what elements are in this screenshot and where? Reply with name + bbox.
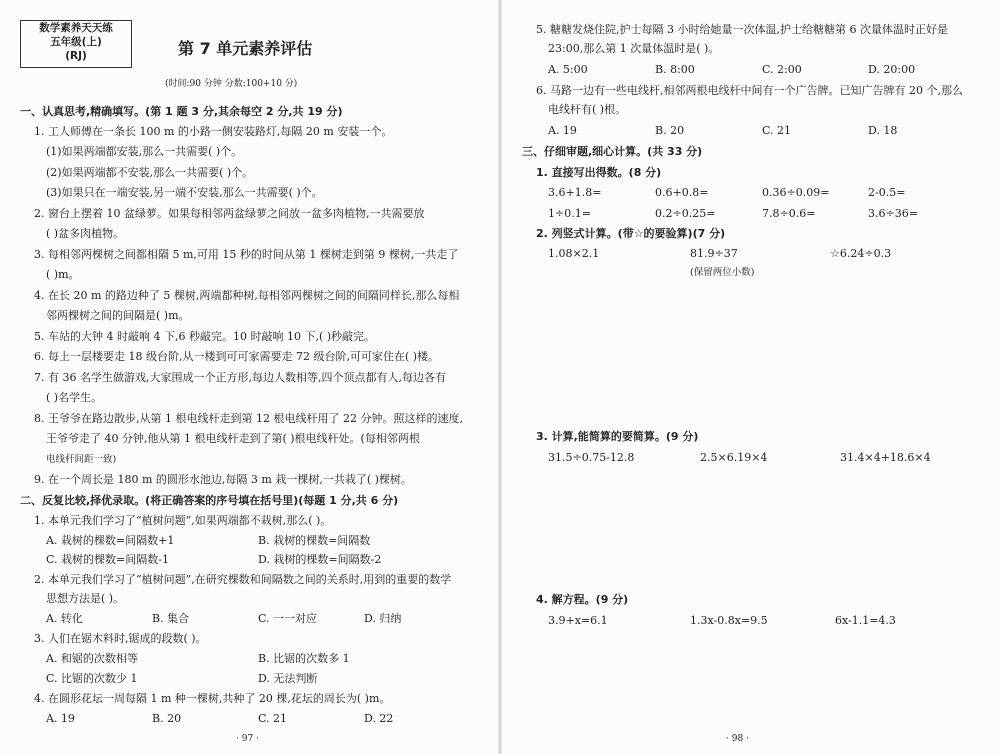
oral-item: 0.6+0.8=: [655, 186, 709, 199]
page-title: 第 7 单元素养评估: [178, 39, 313, 58]
time-score-info: (时间:90 分钟 分数:100+10 分): [165, 79, 298, 89]
section-2-heading: 二、反复比较,择优录取。(将正确答案的序号填在括号里)(每题 1 分,共 6 分): [20, 494, 399, 507]
q2-4-option: B. 20: [152, 712, 182, 725]
vertical-item: 1.08×2.1: [548, 247, 600, 260]
q2-6-option: B. 20: [655, 124, 685, 137]
q2-2-option: A. 转化: [46, 612, 83, 625]
q1-6-stem: 6. 每上一层楼要走 18 级台阶,从一楼到可可家需要走 72 级台阶,可可家住在( )楼。: [34, 350, 440, 363]
q2-2-option: B. 集合: [152, 612, 190, 625]
oral-item: 7.8÷0.6=: [762, 207, 816, 220]
q2-4-option: C. 21: [258, 712, 288, 725]
q2-6-stem: 6. 马路一边有一些电线杆,相邻两根电线杆中间有一个广告牌。已知广告牌有 20 个,那么: [536, 84, 963, 97]
q2-4-stem: 4. 在圆形花坛一周每隔 1 m 种一棵树,共种了 20 棵,花坛的周长为( )m。: [34, 692, 391, 705]
q3-1-heading: 1. 直接写出得数。(8 分): [536, 166, 662, 179]
q2-5-option: D. 20:00: [868, 63, 916, 76]
q1-8-stem: 8. 王爷爷在路边散步,从第 1 根电线杆走到第 12 根电线杆用了 22 分钟。照这样的速度,: [34, 412, 463, 425]
rounding-note: (保留两位小数): [690, 267, 755, 278]
vertical-item: ☆6.24÷0.3: [830, 247, 892, 260]
q2-3-option: B. 比锯的次数多 1: [258, 652, 350, 665]
q1-9-stem: 9. 在一个周长是 180 m 的圆形水池边,每隔 3 m 栽一棵树,一共栽了( )棵树。: [34, 473, 412, 486]
q1-1-part3: (3)如果只在一端安装,另一端不安装,那么一共需要( )个。: [46, 186, 323, 199]
right-page: [500, 0, 1000, 754]
q2-3-option: D. 无法判断: [258, 672, 318, 685]
oral-item: 3.6÷36=: [868, 207, 918, 220]
q2-1-option: D. 栽树的棵数=间隔数-2: [258, 553, 382, 566]
q2-1-option: C. 栽树的棵数=间隔数-1: [46, 553, 169, 566]
oral-item: 0.2÷0.25=: [655, 207, 716, 220]
q2-2-option: D. 归纳: [364, 612, 402, 625]
q2-3-option: A. 和锯的次数相等: [46, 652, 138, 665]
q2-5-option: A. 5:00: [548, 63, 588, 76]
q1-8-note: 电线杆间距一致): [46, 454, 117, 465]
equation-item: 3.9+x=6.1: [548, 614, 608, 627]
q2-5-cont: 23:00,那么第 1 次量体温时是( )。: [548, 42, 720, 55]
q2-6-option: D. 18: [868, 124, 898, 137]
simplify-item: 2.5×6.19×4: [700, 451, 768, 464]
q2-5-option: C. 2:00: [762, 63, 802, 76]
q2-6-cont: 电线杆有( )根。: [548, 103, 627, 116]
equation-item: 1.3x-0.8x=9.5: [690, 614, 768, 627]
simplify-item: 31.5÷0.75-12.8: [548, 451, 635, 464]
q1-3-stem: 3. 每相邻两棵树之间都相隔 5 m,可用 15 秒的时间从第 1 棵树走到第 9 棵树,一共走了: [34, 248, 459, 261]
badge-edition: (RJ): [65, 50, 87, 62]
q1-1-part2: (2)如果两端都不安装,那么一共需要( )个。: [46, 166, 254, 179]
section-1-heading: 一、认真思考,精确填写。(第 1 题 3 分,其余每空 2 分,共 19 分): [20, 105, 343, 118]
page-number: · 98 ·: [726, 734, 749, 744]
q1-2-cont: ( )盆多肉植物。: [46, 227, 125, 240]
q3-3-heading: 3. 计算,能简算的要简算。(9 分): [536, 430, 699, 443]
badge-series: 数学素养天天练: [39, 22, 113, 34]
book-badge: [20, 20, 132, 68]
q2-2-stem: 2. 本单元我们学习了“植树问题”,在研究棵数和间隔数之间的关系时,用到的重要的数学: [34, 573, 452, 586]
q2-3-stem: 3. 人们在锯木料时,锯成的段数( )。: [34, 632, 207, 645]
q2-4-option: D. 22: [364, 712, 394, 725]
q2-5-option: B. 8:00: [655, 63, 695, 76]
q1-5-stem: 5. 车站的大钟 4 时敲响 4 下,6 秒敲完。10 时敲响 10 下,( )秒敲完。: [34, 330, 376, 343]
q1-2-stem: 2. 窗台上摆着 10 盆绿萝。如果每相邻两盆绿萝之间放一盆多肉植物,一共需要放: [34, 207, 425, 220]
q1-7-stem: 7. 有 36 名学生做游戏,大家围成一个正方形,每边人数相等,四个顶点都有人,每边各有: [34, 371, 446, 384]
q2-2-cont: 思想方法是( )。: [46, 592, 125, 605]
q3-2-heading: 2. 列竖式计算。(带☆的要验算)(7 分): [536, 227, 726, 240]
oral-item: 3.6+1.8=: [548, 186, 602, 199]
q2-2-option: C. 一一对应: [258, 612, 318, 625]
q1-1-part1: (1)如果两端都安装,那么一共需要( )个。: [46, 145, 243, 158]
equation-item: 6x-1.1=4.3: [835, 614, 896, 627]
q2-6-option: A. 19: [548, 124, 577, 137]
q1-4-cont: 邻两棵树之间的间隔是( )m。: [46, 309, 190, 322]
q1-1-stem: 1. 工人师傅在一条长 100 m 的小路一侧安装路灯,每隔 20 m 安装一个。: [34, 125, 393, 138]
q1-7-cont: ( )名学生。: [46, 391, 103, 404]
page-number: · 97 ·: [236, 734, 259, 744]
q1-4-stem: 4. 在长 20 m 的路边种了 5 棵树,两端都种树,每相邻两棵树之间的间隔同样长,那么每相: [34, 289, 460, 302]
simplify-item: 31.4×4+18.6×4: [840, 451, 931, 464]
oral-item: 2-0.5=: [868, 186, 906, 199]
q2-3-option: C. 比锯的次数少 1: [46, 672, 138, 685]
q2-1-stem: 1. 本单元我们学习了“植树问题”,如果两端都不栽树,那么( )。: [34, 514, 332, 527]
section-3-heading: 三、仔细审题,细心计算。(共 33 分): [522, 145, 703, 158]
q3-4-heading: 4. 解方程。(9 分): [536, 593, 629, 606]
vertical-item: 81.9÷37: [690, 247, 738, 260]
q2-1-option: A. 栽树的棵数=间隔数+1: [46, 534, 175, 547]
q1-8-cont: 王爷爷走了 40 分钟,他从第 1 根电线杆走到了第( )根电线杆处。(每相邻两根: [46, 432, 420, 445]
q1-3-cont: ( )m。: [46, 268, 80, 281]
q2-4-option: A. 19: [46, 712, 75, 725]
q2-5-stem: 5. 糖糖发烧住院,护士每隔 3 小时给她量一次体温,护士给糖糖第 6 次量体温时正好是: [536, 23, 948, 36]
q2-1-option: B. 栽树的棵数=间隔数: [258, 534, 371, 547]
oral-item: 0.36÷0.09=: [762, 186, 830, 199]
q2-6-option: C. 21: [762, 124, 792, 137]
badge-grade: 五年级(上): [50, 36, 102, 48]
oral-item: 1÷0.1=: [548, 207, 591, 220]
